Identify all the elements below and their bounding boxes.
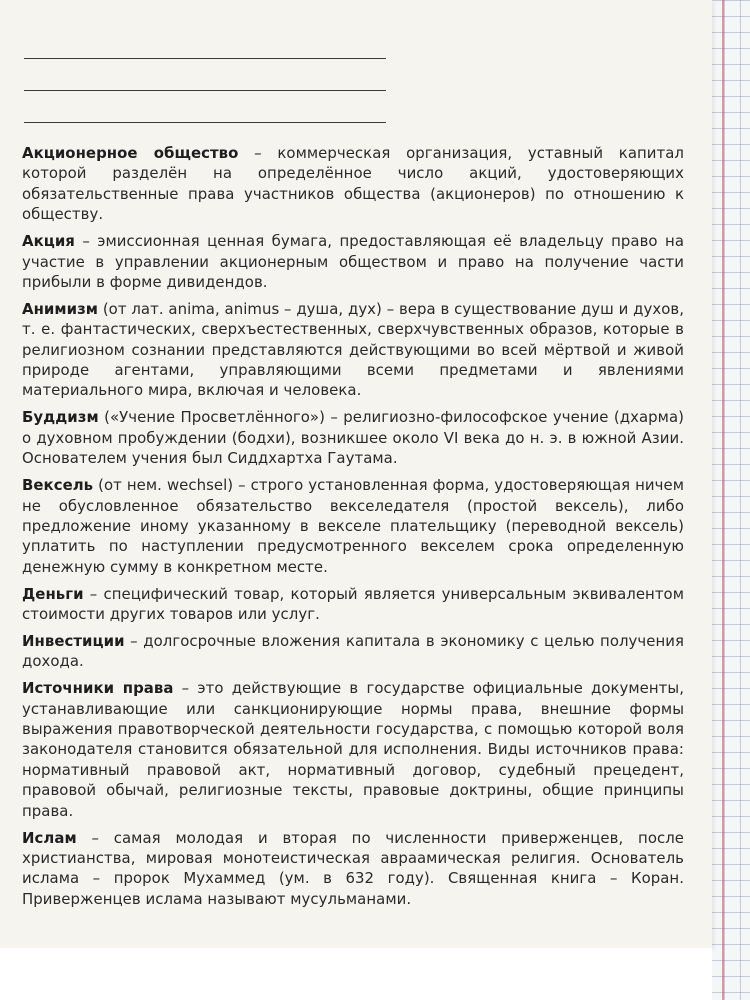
definition: – коммерческая организация, уставный капитал которой разделён на определённое число акций, удостоверяющих обязательственные права участников общества (акционеров) по отношению к обществу. xyxy=(22,144,684,224)
term: Источники права xyxy=(22,679,174,698)
glossary-entry-bill-of-exchange xyxy=(22,475,684,577)
glossary-entry-islam xyxy=(22,828,684,910)
glossary-entry-money xyxy=(22,584,684,625)
glossary-entry-sources-of-law xyxy=(22,678,684,821)
glossary-entry-share xyxy=(22,231,684,292)
definition: – специфический товар, который является универсальным эквивалентом стоимости других товаров или услуг. xyxy=(22,584,684,624)
term: Деньги xyxy=(22,584,84,603)
glossary-list xyxy=(22,143,684,916)
term: Акционерное общество xyxy=(22,144,239,162)
glossary-entry-investments xyxy=(22,631,684,672)
glossary-entry-joint-stock-company xyxy=(22,143,684,225)
blank-writing-line-1 xyxy=(24,58,386,59)
definition: – эмиссионная ценная бумага, предоставляющая её владельцу право на участие в управлении акционерным обществом и право на получение части прибыли в форме дивидендов. xyxy=(22,232,684,291)
glossary-entry-buddhism xyxy=(22,407,684,468)
term: Анимизм xyxy=(22,299,99,318)
red-margin-line xyxy=(722,0,724,1000)
term: Вексель xyxy=(22,476,94,495)
definition: («Учение Просветлённого») – религиозно-философское учение (дхарма) о духовном пробуждении (бодхи), возникшее около VI века до н. э. в южной Азии. Основателем учения был Сиддхартха Гаутама. xyxy=(22,408,684,468)
definition: – долгосрочные вложения капитала в экономику с целью получения дохода. xyxy=(22,631,684,671)
glossary-entry-animism xyxy=(22,299,684,401)
definition: – самая молодая и вторая по численности приверженцев, после христианства, мировая монотеистическая авраамическая религия. Основатель ислама – пророк Мухаммед (ум. в 632 году). Священная книга – Коран. Приверженцев ислама называют мусульманами. xyxy=(22,828,684,908)
definition: (от нем. wechsel) – строго установленная форма, удостоверяющая ничем не обусловленное обязательство векселедателя (простой вексель), либо предложение иному указанному в векселе плательщику (переводной вексель) уплатить по наступлении предусмотренного векселем срока определенную денежную сумму в конкретном месте. xyxy=(22,476,684,576)
definition: – это действующие в государстве официальные документы, устанавливающие или санкционирующие нормы права, внешние формы выражения правотворческой деятельности государства, с помощью которой воля законодателя становится обязательной для исполнения. Виды источников права: нормативный правовой акт, нормативный договор, судебный прецедент, правовой обычай, религиозные тексты, правовые доктрины, общие принципы права. xyxy=(22,679,684,820)
term: Инвестиции xyxy=(22,631,125,650)
blank-writing-line-2 xyxy=(24,90,386,91)
term: Акция xyxy=(22,232,75,251)
definition: (от лат. anima, animus – душа, дух) – вера в существование душ и духов, т. е. фантастических, сверхъестественных, сверхчувственных образов, которые в религиозном сознании представляются действующими во всей мёртвой и живой природе агентами, управляющими всеми предметами и явлениями материального мира, включая и человека. xyxy=(22,299,684,400)
blank-writing-line-3 xyxy=(24,122,386,123)
term: Ислам xyxy=(22,828,77,847)
bottom-blank-area xyxy=(0,948,712,1000)
term: Буддизм xyxy=(22,408,99,427)
